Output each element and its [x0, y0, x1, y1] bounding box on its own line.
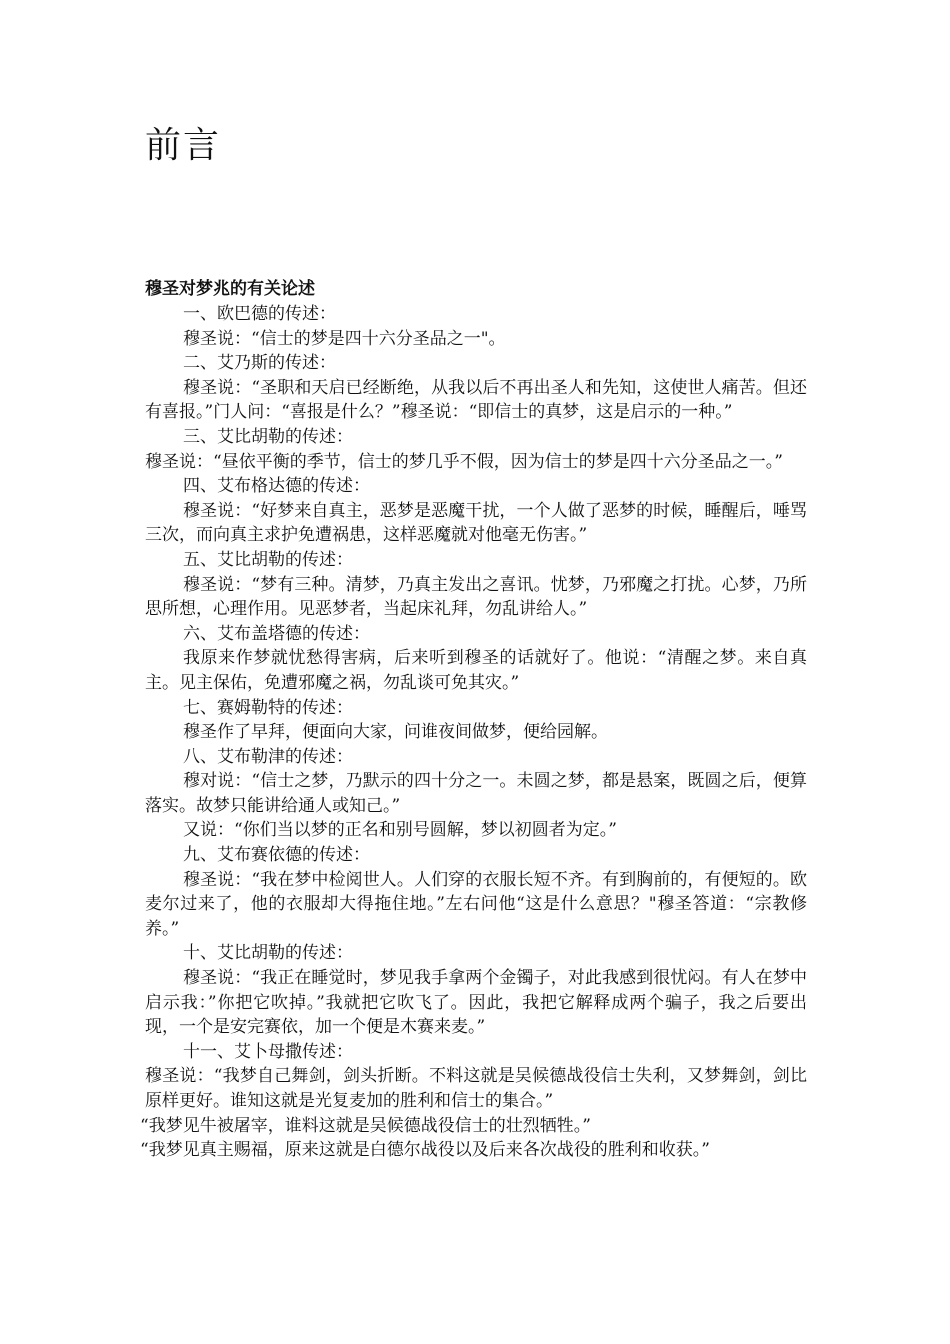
paragraph: 穆对说：“信士之梦，乃默示的四十分之一。未圆之梦，都是悬案，既圆之后，便算落实。故梦只能讲给通人或知己。” [145, 771, 807, 816]
paragraph: 四、艾布格达德的传述： [183, 476, 370, 497]
paragraph: 九、艾布赛依德的传述： [183, 845, 370, 866]
paragraph: 一、欧巴德的传述： [183, 304, 336, 324]
paragraph: 八、艾布勒津的传述： [183, 746, 353, 767]
paragraph: 六、艾布盖塔德的传述： [183, 623, 370, 644]
paragraph: “我梦见牛被屠宰，谁料这就是吴候德战役信士的壮烈牺牲。” [140, 1115, 591, 1136]
paragraph: 穆圣说：“好梦来自真主，恶梦是恶魔干扰，一个人做了恶梦的时候，睡醒后，唾骂三次，而向真主求护免遭祸患，这样恶魔就对他毫无伤害。” [145, 500, 807, 546]
paragraph: 又说：“你们当以梦的正名和别号圆解，梦以初圆者为定。” [183, 820, 617, 841]
paragraph: 我原来作梦就忧愁得害病，后来听到穆圣的话就好了。他说：“清醒之梦。来自真主。见主保佑，免遭邪魔之祸，勿乱谈可免其灾。” [145, 648, 807, 693]
paragraph: 五、艾比胡勒的传述： [183, 549, 353, 570]
paragraph: 三、艾比胡勒的传述： [183, 426, 353, 447]
paragraph: “我梦见真主赐福，原来这就是白德尔战役以及后来各次战役的胜利和收获。” [140, 1140, 710, 1161]
paragraph: 穆圣说：“梦有三种。清梦，乃真主发出之喜讯。忧梦，乃邪魔之打扰。心梦，乃所思所想，心理作用。见恶梦者，当起床礼拜，勿乱讲给人。” [145, 574, 807, 620]
paragraph: 穆圣说：“我正在睡觉时，梦见我手拿两个金镯子，对此我感到很忧闷。有人在梦中启示我：”你把它吹掉。”我就把它吹飞了。因此，我把它解释成两个骗子，我之后要出现，一个是安完赛依，加一个便是木赛来麦。” [145, 968, 807, 1038]
body-text [140, 302, 807, 1163]
paragraph: 穆圣说：“昼依平衡的季节，信士的梦几乎不假，因为信士的梦是四十六分圣品之一。” [145, 451, 783, 472]
page-title: 前言 [145, 125, 222, 166]
section-heading: 穆圣对梦兆的有关论述 [145, 279, 315, 299]
paragraph: 穆圣作了早拜，便面向大家，问谁夜间做梦，便给园解。 [183, 722, 608, 743]
paragraph: 十一、艾卜母撒传述： [183, 1041, 353, 1062]
paragraph: 穆圣说：“信士的梦是四十六分圣品之一"。 [183, 328, 506, 349]
paragraph: 穆圣说：“圣职和天启已经断绝，从我以后不再出圣人和先知，这使世人痛苦。但还有喜报。”门人问：“喜报是什么？”穆圣说：“即信士的真梦，这是启示的一种。” [145, 377, 807, 423]
paragraph: 穆圣说：“我在梦中检阅世人。人们穿的衣服长短不齐。有到胸前的，有便短的。欧麦尔过来了，他的衣服却大得拖住地。”左右问他“这是什么意思？"穆圣答道：“宗教修养。” [145, 869, 807, 939]
paragraph: 二、艾乃斯的传述： [183, 353, 336, 374]
paragraph: 穆圣说：“我梦自己舞剑，剑头折断。不料这就是吴候德战役信士失利，又梦舞剑，剑比原样更好。谁知这就是光复麦加的胜利和信士的集合。” [145, 1066, 807, 1111]
paragraph: 十、艾比胡勒的传述： [183, 943, 353, 964]
paragraph: 七、赛姆勒特的传述： [183, 697, 353, 718]
